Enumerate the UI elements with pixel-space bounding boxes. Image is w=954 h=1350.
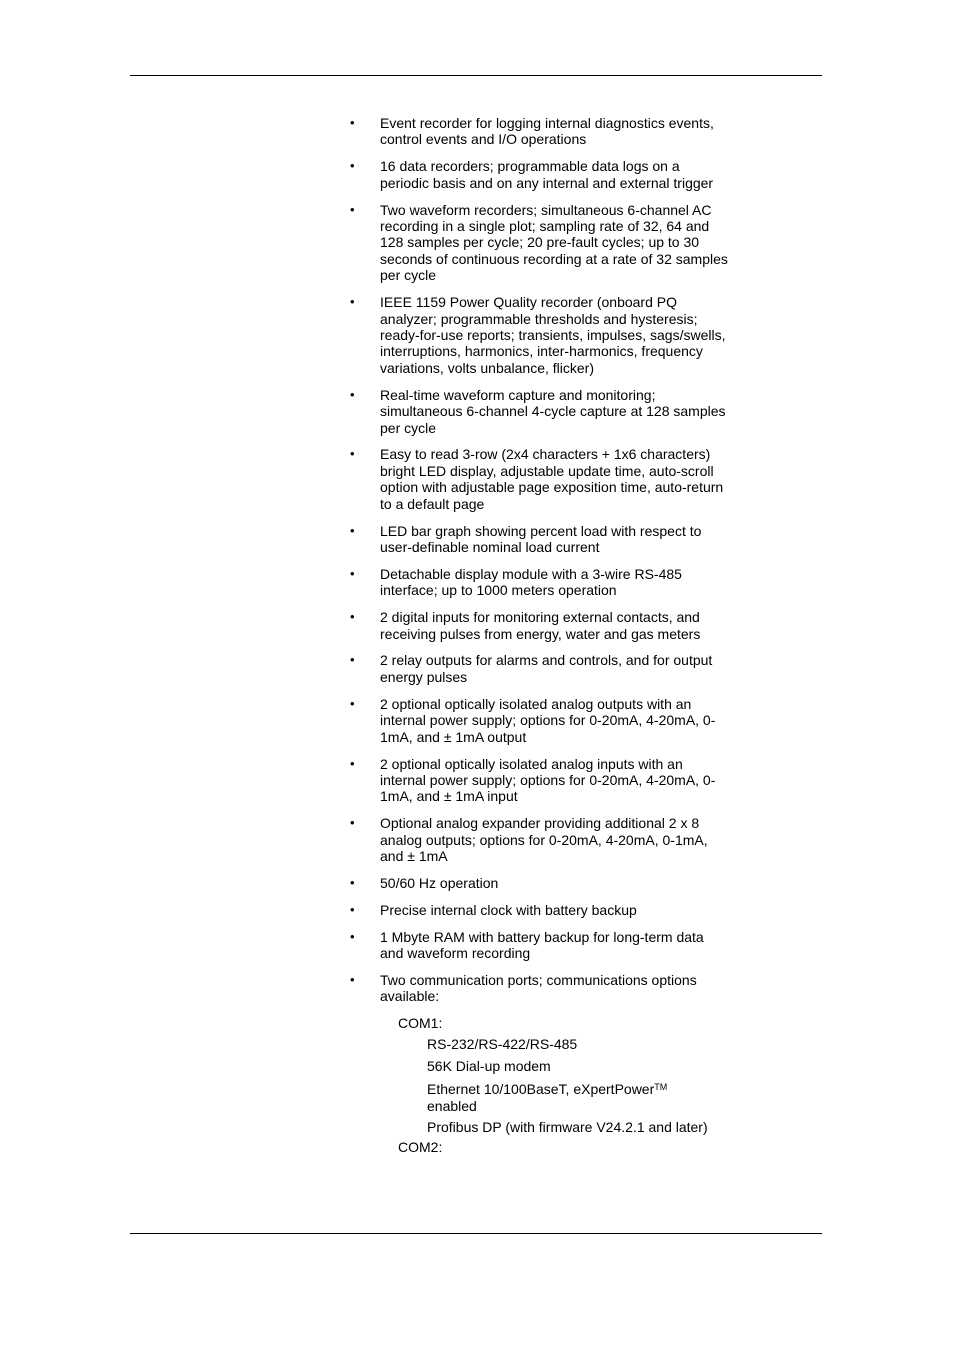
list-item-text: IEEE 1159 Power Quality recorder (onboard PQ analyzer; programmable thresholds and hysteresis; ready-for-use reports; transients, impulses, sags/swells, interruptions, harmonics, inter-harmonics, frequency variations, volts unbalance, flicker): [380, 294, 726, 376]
list-item: [350, 294, 730, 376]
list-item: [350, 696, 730, 745]
list-item: [350, 523, 730, 556]
header-rule: [130, 75, 822, 76]
bullet-icon: •: [350, 522, 355, 538]
bullet-icon: •: [350, 928, 355, 944]
bullet-icon: •: [350, 158, 355, 174]
list-item: [350, 609, 730, 642]
footer-rule: [130, 1233, 822, 1234]
com1-option: Profibus DP (with firmware V24.2.1 and later): [427, 1118, 708, 1135]
list-item-text: Easy to read 3-row (2x4 characters + 1x6 characters) bright LED display, adjustable update time, auto-scroll option with adjustable page exposition time, auto-return to a default page: [380, 446, 724, 512]
com1-option-ethernet: [427, 1079, 730, 1114]
com1-option: 56K Dial-up modem: [427, 1057, 551, 1074]
list-item-text: LED bar graph showing percent load with respect to user-definable nominal load current: [380, 522, 702, 555]
bullet-icon: •: [350, 755, 355, 771]
list-item: [350, 972, 730, 1005]
bullet-icon: •: [350, 901, 355, 917]
list-item-text: 1 Mbyte RAM with battery backup for long-term data and waveform recording: [380, 928, 704, 962]
list-item-text: 2 optional optically isolated analog inputs with an internal power supply; options for 0-20mA, 4-20mA, 0-1mA, and ± 1mA input: [380, 755, 716, 805]
list-item: [350, 115, 730, 148]
list-item: [350, 652, 730, 685]
list-item-text: 2 optional optically isolated analog outputs with an internal power supply; options for 0-20mA, 4-20mA, 0-1mA, and ± 1mA output: [380, 695, 716, 745]
com1-label: COM1:: [398, 1014, 443, 1031]
list-item-text: Precise internal clock with battery backup: [380, 901, 637, 918]
list-item: [350, 902, 730, 918]
list-item-text: Two waveform recorders; simultaneous 6-channel AC recording in a single plot; sampling rate of 32, 64 and 128 samples per cycle; 20 pre-fault cycles; up to 30 seconds of continuous recording at a rate of 32 samples per cycle: [380, 201, 728, 284]
list-item-text: 50/60 Hz operation: [380, 874, 499, 891]
bullet-icon: •: [350, 695, 355, 711]
com1-option-suffix: enabled: [427, 1097, 477, 1114]
spec-list: [350, 115, 730, 1156]
list-item-text: 2 digital inputs for monitoring external contacts, and receiving pulses from energy, water and gas meters: [380, 609, 701, 642]
list-item: [350, 387, 730, 436]
com2-label: COM2:: [398, 1139, 443, 1156]
list-item-text: 16 data recorders; programmable data logs on a periodic basis and on any internal and external trigger: [380, 158, 714, 191]
bullet-icon: •: [350, 874, 355, 890]
list-item: [350, 875, 730, 891]
bullet-icon: •: [350, 652, 355, 668]
bullet-icon: •: [350, 972, 355, 988]
list-item-text: Detachable display module with a 3-wire RS-485 interface; up to 1000 meters operation: [380, 565, 682, 599]
com1-option-text: Ethernet 10/100BaseT, eXpertPower: [427, 1081, 655, 1098]
list-item: [350, 929, 730, 962]
list-item-text: 2 relay outputs for alarms and controls, and for output energy pulses: [380, 652, 713, 685]
list-item-text: Optional analog expander providing additional 2 x 8 analog outputs; options for 0-20mA, 4-20mA, 0-1mA, and ± 1mA: [380, 815, 708, 865]
list-item: [350, 815, 730, 864]
com1-option: RS-232/RS-422/RS-485: [427, 1036, 578, 1053]
bullet-icon: •: [350, 609, 355, 625]
bullet-icon: •: [350, 201, 355, 217]
list-item: [350, 756, 730, 805]
list-item-text: Event recorder for logging internal diagnostics events, control events and I/O operations: [380, 115, 714, 148]
bullet-icon: •: [350, 115, 355, 130]
bullet-icon: •: [350, 294, 355, 310]
list-item: [350, 446, 730, 512]
bullet-icon: •: [350, 815, 355, 831]
bullet-icon: •: [350, 446, 355, 462]
bullet-icon: •: [350, 565, 355, 581]
list-item-text: Real-time waveform capture and monitoring; simultaneous 6-channel 4-cycle capture at 128 samples per cycle: [380, 386, 726, 436]
list-item: [350, 158, 730, 191]
list-item: [350, 566, 730, 599]
list-item-text: Two communication ports; communications options available:: [380, 972, 697, 1005]
trademark-mark: TM: [654, 1082, 668, 1093]
bullet-icon: •: [350, 386, 355, 402]
list-item: [350, 202, 730, 284]
com1-options: [427, 1036, 730, 1135]
